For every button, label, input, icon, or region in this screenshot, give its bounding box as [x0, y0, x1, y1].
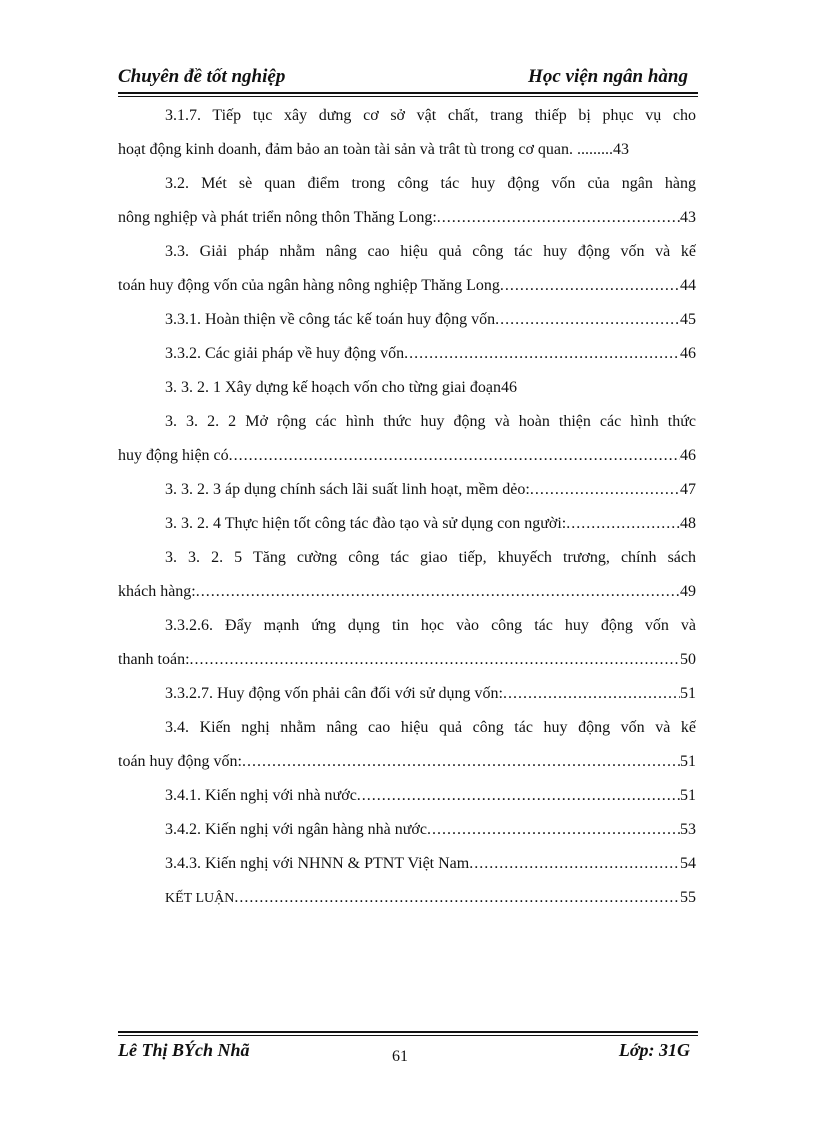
- toc-text: thanh toán:: [118, 651, 190, 668]
- toc-line: [118, 133, 696, 167]
- toc-page: 43: [680, 209, 696, 226]
- toc-page: 46: [680, 345, 696, 362]
- toc-text: huy động hiện có: [118, 447, 229, 464]
- toc-text: 3. 3. 2. 5 Tăng cường công tác giao tiếp, khuyếch trương, chính sách: [165, 549, 696, 566]
- toc-line: [118, 813, 696, 847]
- toc-text: 3.3.1. Hoàn thiện về công tác kế toán huy động vốn: [165, 311, 496, 328]
- toc-page: 51: [680, 753, 696, 770]
- toc-text: 3.4.1. Kiến nghị với nhà nước: [165, 787, 357, 804]
- header-left-title: Chuyên đề tốt nghiệp: [118, 66, 286, 87]
- dot-leader: [404, 337, 680, 371]
- toc-line: [118, 643, 696, 677]
- toc-page: 44: [680, 277, 696, 294]
- dot-leader: [229, 439, 680, 473]
- toc-line: [118, 337, 696, 371]
- toc-line: [118, 847, 696, 881]
- toc-line: [118, 439, 696, 473]
- toc-page: 45: [680, 311, 696, 328]
- dot-leader: [530, 473, 680, 507]
- toc-text: 3.1.7. Tiếp tục xây dưng cơ sở vật chất, trang thiếp bị phục vụ cho: [165, 107, 696, 124]
- toc-page: 53: [680, 821, 696, 838]
- toc-line: [118, 167, 696, 201]
- dot-leader: [357, 779, 680, 813]
- dot-leader: [566, 507, 680, 541]
- toc-line: [118, 779, 696, 813]
- toc-text: toán huy động vốn:: [118, 753, 242, 770]
- toc-text: nông nghiệp và phát triển nông thôn Thăng Long:: [118, 209, 437, 226]
- dot-leader: [437, 201, 680, 235]
- toc-line: [118, 711, 696, 745]
- toc-text: 3.3.2.6. Đẩy mạnh ứng dụng tin học vào công tác huy động vốn và: [165, 617, 696, 634]
- toc-line: [118, 99, 696, 133]
- toc-line: [118, 575, 696, 609]
- toc-page: 54: [680, 855, 696, 872]
- dot-leader: [234, 881, 680, 915]
- toc-text: 3. 3. 2. 3 áp dụng chính sách lãi suất linh hoạt, mềm dẻo:: [165, 481, 530, 498]
- toc-page: 46: [680, 447, 696, 464]
- header-right-title: Học viện ngân hàng: [528, 66, 688, 87]
- toc-text: 3. 3. 2. 2 Mở rộng các hình thức huy động và hoàn thiện các hình thức: [165, 413, 696, 430]
- toc-page: 47: [680, 481, 696, 498]
- toc-page: 43: [613, 141, 630, 158]
- toc-page: 50: [680, 651, 696, 668]
- toc-line: [118, 473, 696, 507]
- dot-leader: [495, 303, 680, 337]
- toc-line: [118, 881, 696, 915]
- toc-text: hoạt động kinh doanh, đảm bảo an toàn tài sản và trât tù trong cơ quan. .........: [118, 141, 614, 158]
- toc-text: 3. 3. 2. 4 Thực hiện tốt công tác đào tạo và sử dụng con người:: [165, 515, 567, 532]
- dot-leader: [427, 813, 680, 847]
- header-rule-thick: [118, 92, 698, 94]
- footer-author: Lê Thị BÝch Nhã: [118, 1040, 250, 1060]
- dot-leader: [196, 575, 680, 609]
- header-rule-thin: [118, 96, 698, 97]
- dot-leader: [469, 847, 680, 881]
- toc-line: [118, 677, 696, 711]
- footer-rule-thick: [118, 1031, 698, 1033]
- toc-text: 3.4.2. Kiến nghị với ngân hàng nhà nước: [165, 821, 427, 838]
- toc-line: [118, 507, 696, 541]
- dot-leader: [190, 643, 680, 677]
- toc-page: 48: [680, 515, 696, 532]
- toc-text: KẾT LUẬN: [165, 891, 235, 906]
- dot-leader: [503, 677, 680, 711]
- toc-page: 55: [680, 889, 696, 906]
- toc-page: 51: [680, 787, 696, 804]
- toc-page: 51: [680, 685, 696, 702]
- toc-text: 3.4.3. Kiến nghị với NHNN & PTNT Việt Nam: [165, 855, 470, 872]
- toc-text: toán huy động vốn của ngân hàng nông nghiệp Thăng Long: [118, 277, 500, 294]
- toc-text: 3.2. Mét sè quan điểm trong công tác huy động vốn của ngân hàng: [165, 175, 696, 192]
- toc-line: [118, 235, 696, 269]
- toc-page: 49: [680, 583, 696, 600]
- toc-line: [118, 371, 696, 405]
- toc-line: [118, 269, 696, 303]
- toc-line: [118, 303, 696, 337]
- table-of-contents: [118, 99, 696, 915]
- toc-line: [118, 745, 696, 779]
- footer-rule-thin: [118, 1035, 698, 1036]
- toc-line: [118, 541, 696, 575]
- dot-leader: [242, 745, 680, 779]
- dot-leader: [500, 269, 680, 303]
- page-number: 61: [392, 1048, 408, 1065]
- toc-text: 3.3. Giải pháp nhằm nâng cao hiệu quả công tác huy động vốn và kế: [165, 243, 696, 260]
- toc-text: 3.3.2. Các giải pháp về huy động vốn: [165, 345, 405, 362]
- toc-text: khách hàng:: [118, 583, 196, 600]
- toc-text: 3.3.2.7. Huy động vốn phải cân đối với sử dụng vốn:: [165, 685, 503, 702]
- page-header: [118, 66, 698, 92]
- footer-class: Lớp: 31G: [618, 1040, 690, 1060]
- toc-line: [118, 405, 696, 439]
- toc-line: [118, 201, 696, 235]
- toc-text: 3.4. Kiến nghị nhằm nâng cao hiệu quả công tác huy động vốn và kế: [165, 719, 696, 736]
- toc-text: 3. 3. 2. 1 Xây dựng kế hoạch vốn cho từng giai đoạn46: [165, 379, 517, 396]
- toc-line: [118, 609, 696, 643]
